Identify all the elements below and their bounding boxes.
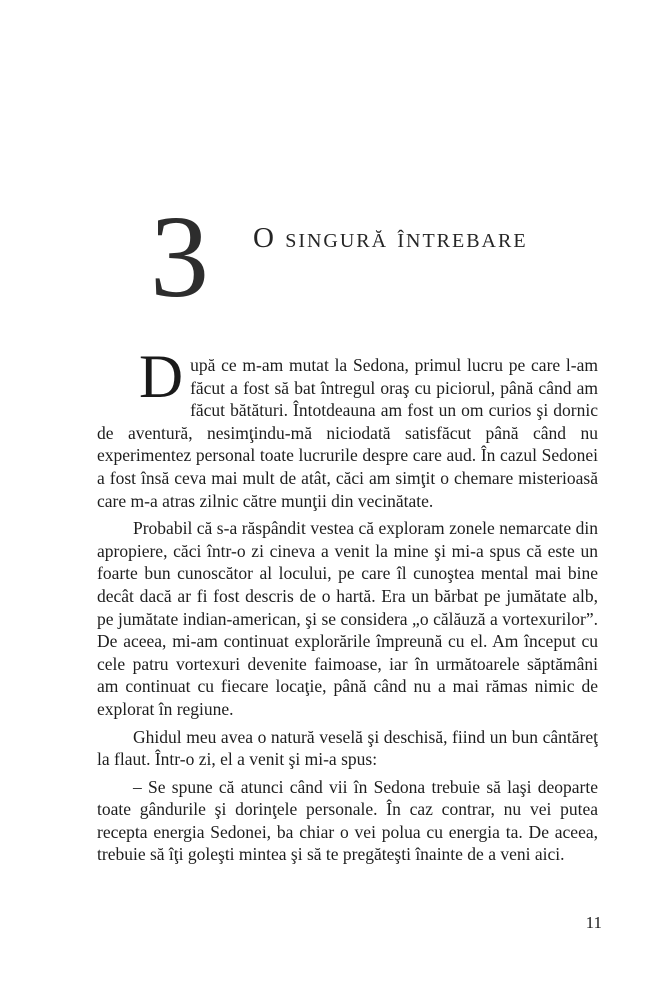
paragraph-1-text: upă ce m-am mutat la Sedona, primul lucru pe care l-am făcut a fost să bat întregul oraş cu piciorul, până când am făcut bătături. Întotdeauna am fost un om curios şi dornic de aventură, nesimţindu-mă niciodată satisfăcut până când nu experimentez personal toate lucrurile despre care aud. În cazul Sedonei a fost însă ceva mai mult de atât, căci am simţit o chemare misterioasă care m-a atras zilnic către munţii din vecinătate. (97, 355, 598, 511)
drop-cap: D (139, 344, 184, 411)
chapter-number: 3 (150, 191, 209, 322)
chapter-title: O singură întrebare (253, 222, 528, 254)
paragraph-1 (97, 344, 598, 512)
page-number: 11 (585, 913, 602, 932)
body-text (97, 344, 598, 866)
paragraph-4: – Se spune că atunci când vii în Sedona trebuie să laşi deoparte toate gândurile şi dorinţele personale. În caz contrar, nu vei putea recepta energia Sedonei, ba chiar o vei polua cu energia ta. De aceea, trebuie să îţi goleşti mintea şi să te pregăteşti înainte de a veni aici. (97, 776, 598, 865)
paragraph-2: Probabil că s-a răspândit vestea că exploram zonele nemarcate din apropiere, căci într-o zi cineva a venit la mine şi mi-a spus că este un foarte bun cunoscător al locului, pe care îl cunoştea mental mai bine decât dacă ar fi fost descris de o hartă. Era un bărbat pe jumătate alb, pe jumătate indian-american, şi se considera „o călăuză a vortexurilor”. De aceea, mi-am continuat explorările împreună cu el. Am început cu cele patru vortexuri devenite faimoase, iar în următoarele săptămâni am continuat cu fiecare locaţie, până când nu a mai rămas nimic de explorat în regiune. (97, 518, 598, 719)
paragraph-3: Ghidul meu avea o natură veselă şi deschisă, fiind un bun cântăreţ la flaut. Într-o zi, el a venit şi mi-a spus: (97, 726, 598, 770)
